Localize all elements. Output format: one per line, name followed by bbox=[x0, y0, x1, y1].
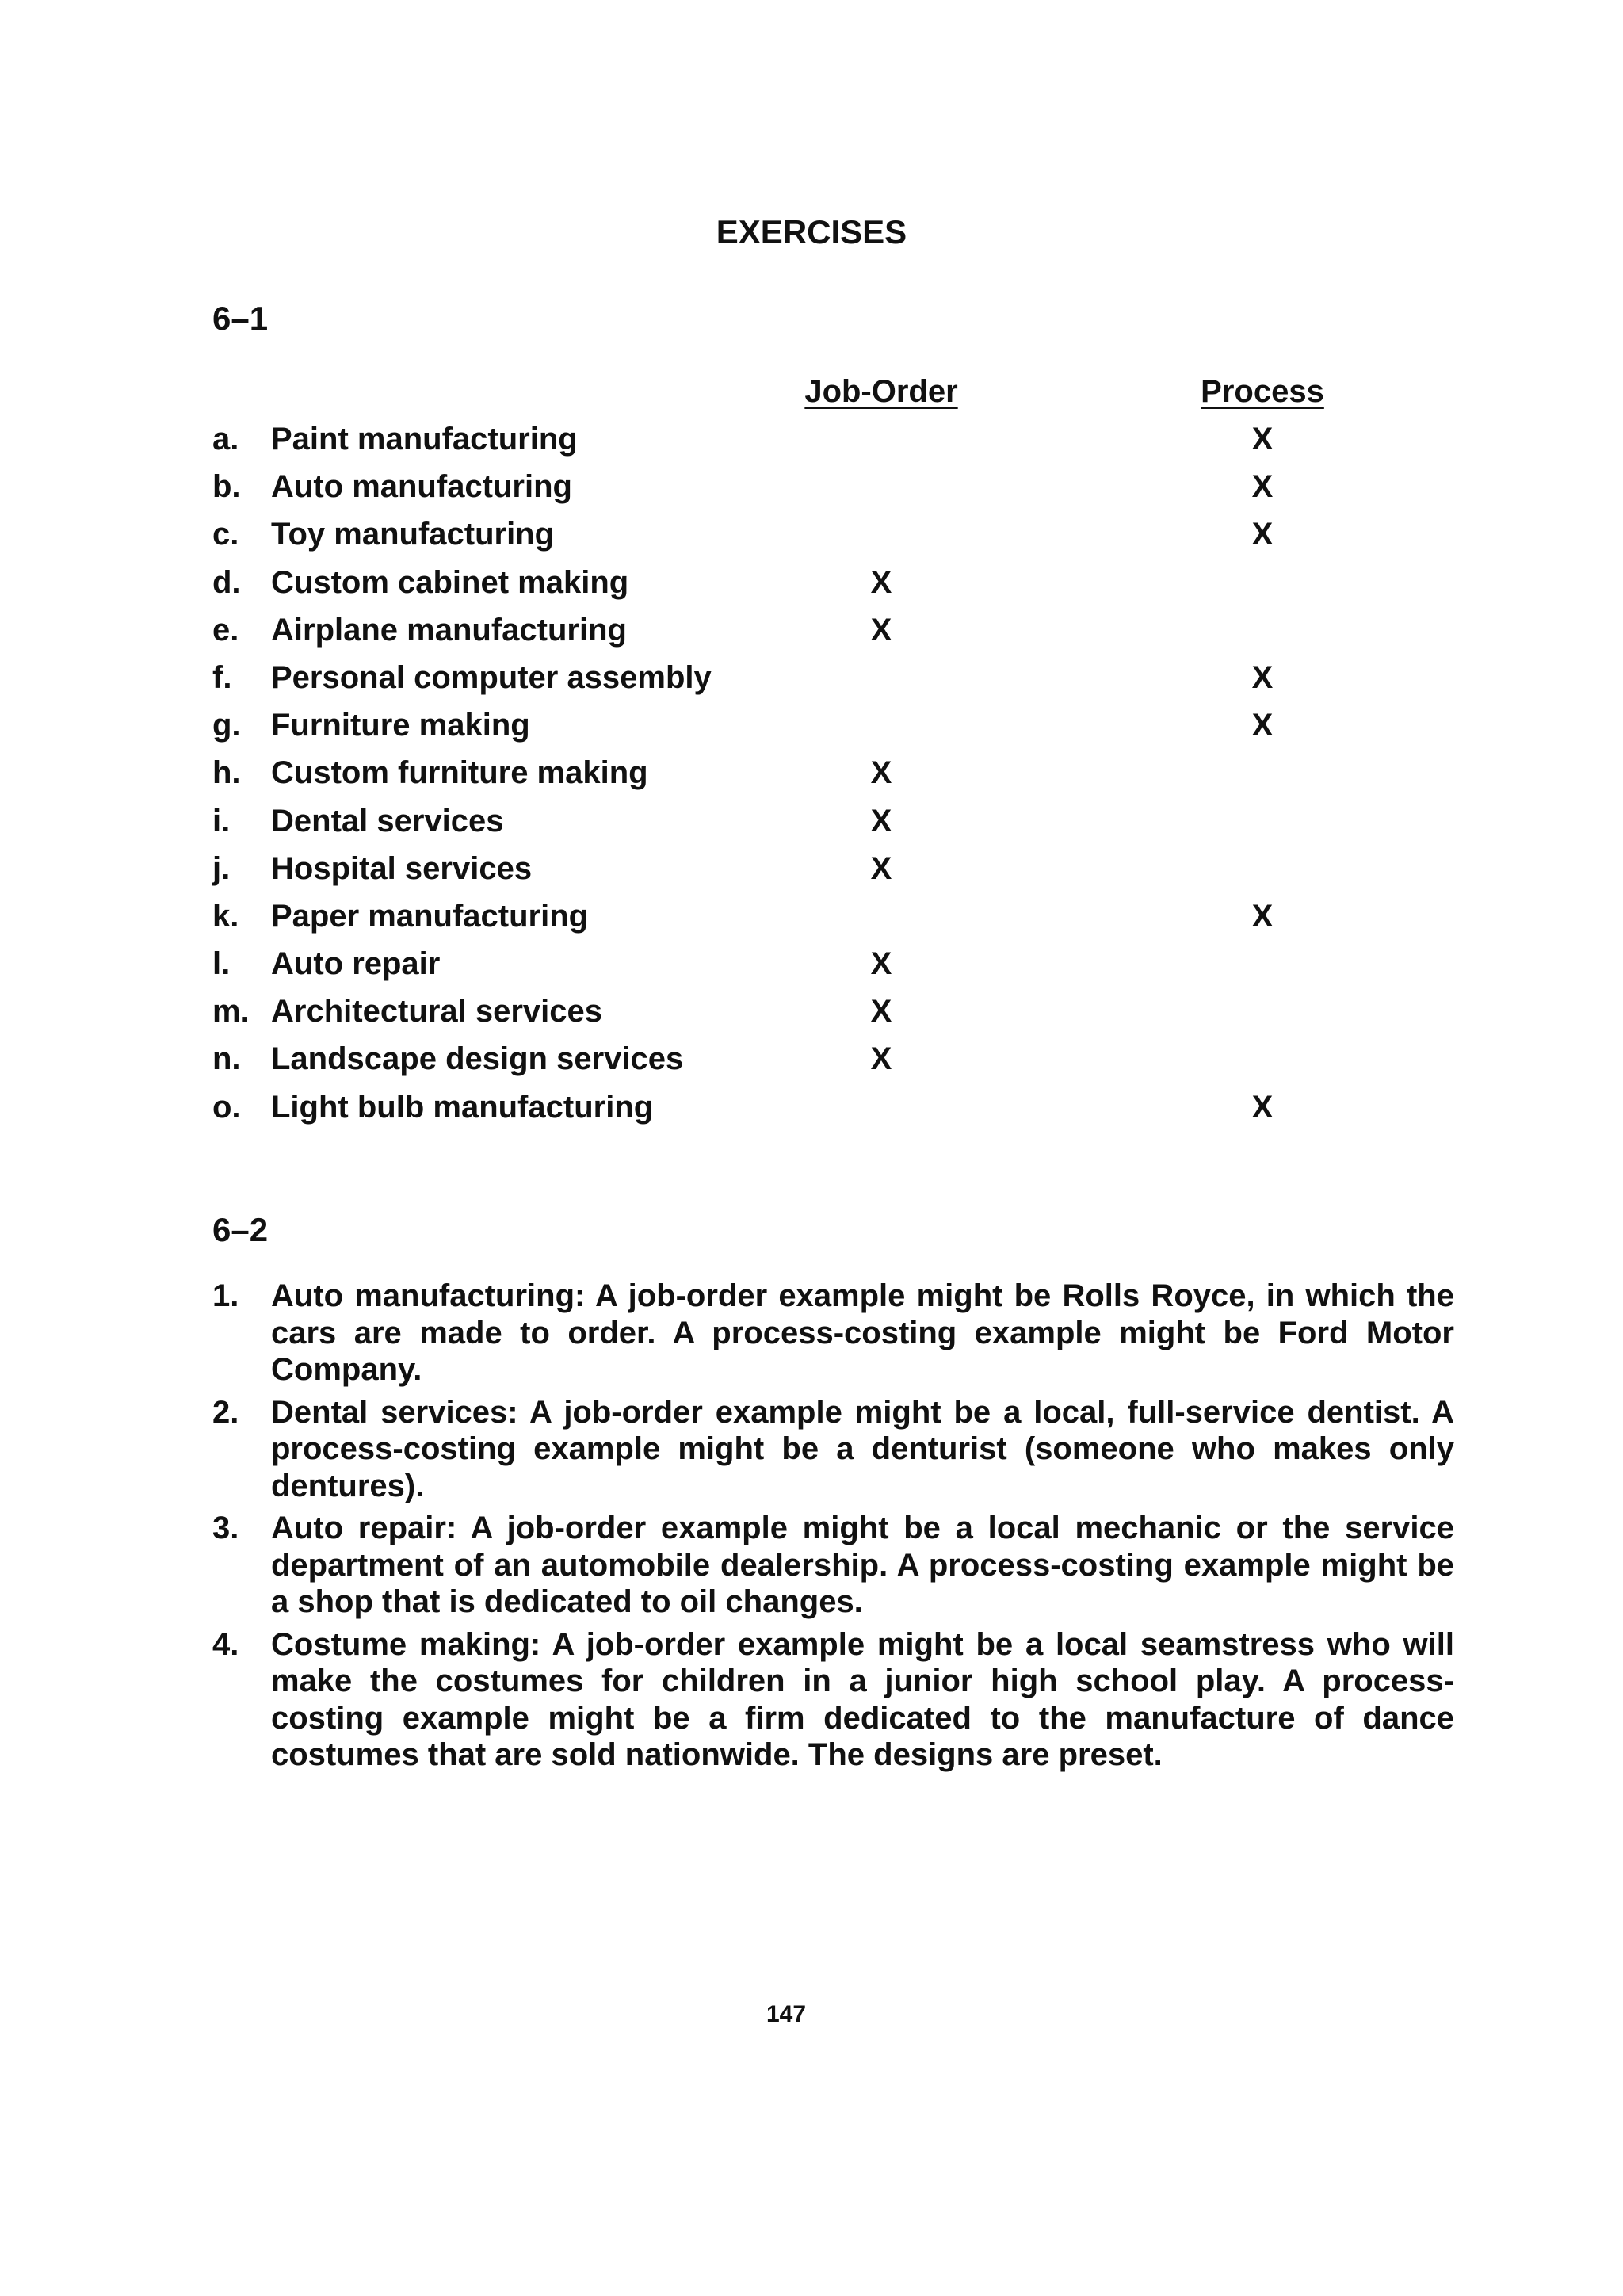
row-letter: a. bbox=[212, 422, 239, 457]
row-label: Hospital services bbox=[271, 850, 533, 886]
item-number: 4. bbox=[212, 1626, 239, 1662]
list-item bbox=[212, 1278, 1454, 1389]
page-title: EXERCISES bbox=[716, 213, 907, 250]
job-order-mark: X bbox=[870, 1041, 892, 1077]
item-number: 3. bbox=[212, 1511, 239, 1545]
job-order-mark: X bbox=[870, 803, 892, 839]
table-row bbox=[0, 418, 1623, 466]
process-mark: X bbox=[1251, 469, 1274, 505]
row-letter: i. bbox=[212, 803, 231, 839]
job-order-mark: X bbox=[870, 946, 892, 982]
table-row bbox=[0, 609, 1623, 657]
job-order-mark: X bbox=[870, 612, 892, 648]
job-order-mark: X bbox=[870, 850, 892, 886]
process-mark: X bbox=[1251, 708, 1274, 743]
table-row bbox=[0, 848, 1623, 896]
table-row bbox=[0, 943, 1623, 991]
list-item bbox=[212, 1510, 1454, 1621]
table-row bbox=[0, 896, 1623, 943]
process-mark: X bbox=[1251, 422, 1274, 457]
row-letter: e. bbox=[212, 612, 239, 648]
row-label: Furniture making bbox=[271, 708, 530, 743]
examples-list bbox=[212, 1278, 1454, 1779]
row-letter: c. bbox=[212, 517, 239, 552]
item-text: Costume making: A job-order example might be a local seamstress who will make the costumes for children in a junior high school play. A process-costing example might be a firm dedicated to the manufacture of dance costumes that are sold nationwide. The designs are preset. bbox=[271, 1626, 1454, 1772]
table-row bbox=[0, 1087, 1623, 1134]
row-letter: f. bbox=[212, 659, 232, 695]
row-label: Toy manufacturing bbox=[271, 517, 555, 552]
row-label: Paint manufacturing bbox=[271, 422, 578, 457]
table-row bbox=[0, 800, 1623, 848]
row-label: Architectural services bbox=[271, 994, 603, 1030]
job-order-mark: X bbox=[870, 755, 892, 791]
item-text: Auto manufacturing: A job-order example might be Rolls Royce, in which the cars are made to order. A process-costing example might be Ford Motor Company. bbox=[271, 1278, 1454, 1387]
row-label: Paper manufacturing bbox=[271, 898, 589, 934]
row-label: Airplane manufacturing bbox=[271, 612, 627, 648]
row-letter: k. bbox=[212, 898, 239, 934]
process-mark: X bbox=[1251, 517, 1274, 552]
row-label: Auto repair bbox=[271, 946, 441, 982]
row-letter: h. bbox=[212, 755, 241, 791]
row-letter: g. bbox=[212, 708, 241, 743]
row-letter: o. bbox=[212, 1089, 241, 1125]
table-row bbox=[0, 466, 1623, 514]
row-letter: l. bbox=[212, 946, 231, 982]
section-heading-6-2: 6–2 bbox=[212, 1211, 269, 1248]
table-row bbox=[0, 514, 1623, 561]
list-item bbox=[212, 1394, 1454, 1505]
job-order-mark: X bbox=[870, 994, 892, 1030]
classification-table bbox=[0, 418, 1623, 1134]
job-order-mark: X bbox=[870, 564, 892, 600]
row-label: Custom furniture making bbox=[271, 755, 648, 791]
table-row bbox=[0, 1038, 1623, 1086]
row-label: Custom cabinet making bbox=[271, 564, 629, 600]
item-text: Dental services: A job-order example might be a local, full-service dentist. A process-costing example might be a denturist (someone who makes only dentures). bbox=[271, 1394, 1454, 1503]
row-label: Dental services bbox=[271, 803, 504, 839]
column-header-process: Process bbox=[1201, 374, 1324, 409]
row-label: Personal computer assembly bbox=[271, 659, 712, 695]
item-number: 1. bbox=[212, 1278, 239, 1313]
column-header-job-order: Job-Order bbox=[804, 374, 958, 409]
row-letter: j. bbox=[212, 850, 231, 886]
table-row bbox=[0, 991, 1623, 1038]
row-label: Light bulb manufacturing bbox=[271, 1089, 654, 1125]
row-letter: b. bbox=[212, 469, 241, 505]
item-number: 2. bbox=[212, 1394, 239, 1430]
page-number: 147 bbox=[766, 2001, 807, 2027]
item-text: Auto repair: A job-order example might be a local mechanic or the service department of an automobile dealership. A process-costing example might be a shop that is dedicated to oil changes. bbox=[271, 1511, 1454, 1619]
process-mark: X bbox=[1251, 659, 1274, 695]
row-label: Landscape design services bbox=[271, 1041, 684, 1077]
process-mark: X bbox=[1251, 1089, 1274, 1125]
table-row bbox=[0, 562, 1623, 609]
row-label: Auto manufacturing bbox=[271, 469, 572, 505]
section-heading-6-1: 6–1 bbox=[212, 300, 269, 337]
row-letter: d. bbox=[212, 564, 241, 600]
list-item bbox=[212, 1626, 1454, 1774]
table-row bbox=[0, 657, 1623, 705]
process-mark: X bbox=[1251, 898, 1274, 934]
table-row bbox=[0, 752, 1623, 800]
table-row bbox=[0, 705, 1623, 752]
row-letter: m. bbox=[212, 994, 250, 1030]
row-letter: n. bbox=[212, 1041, 241, 1077]
